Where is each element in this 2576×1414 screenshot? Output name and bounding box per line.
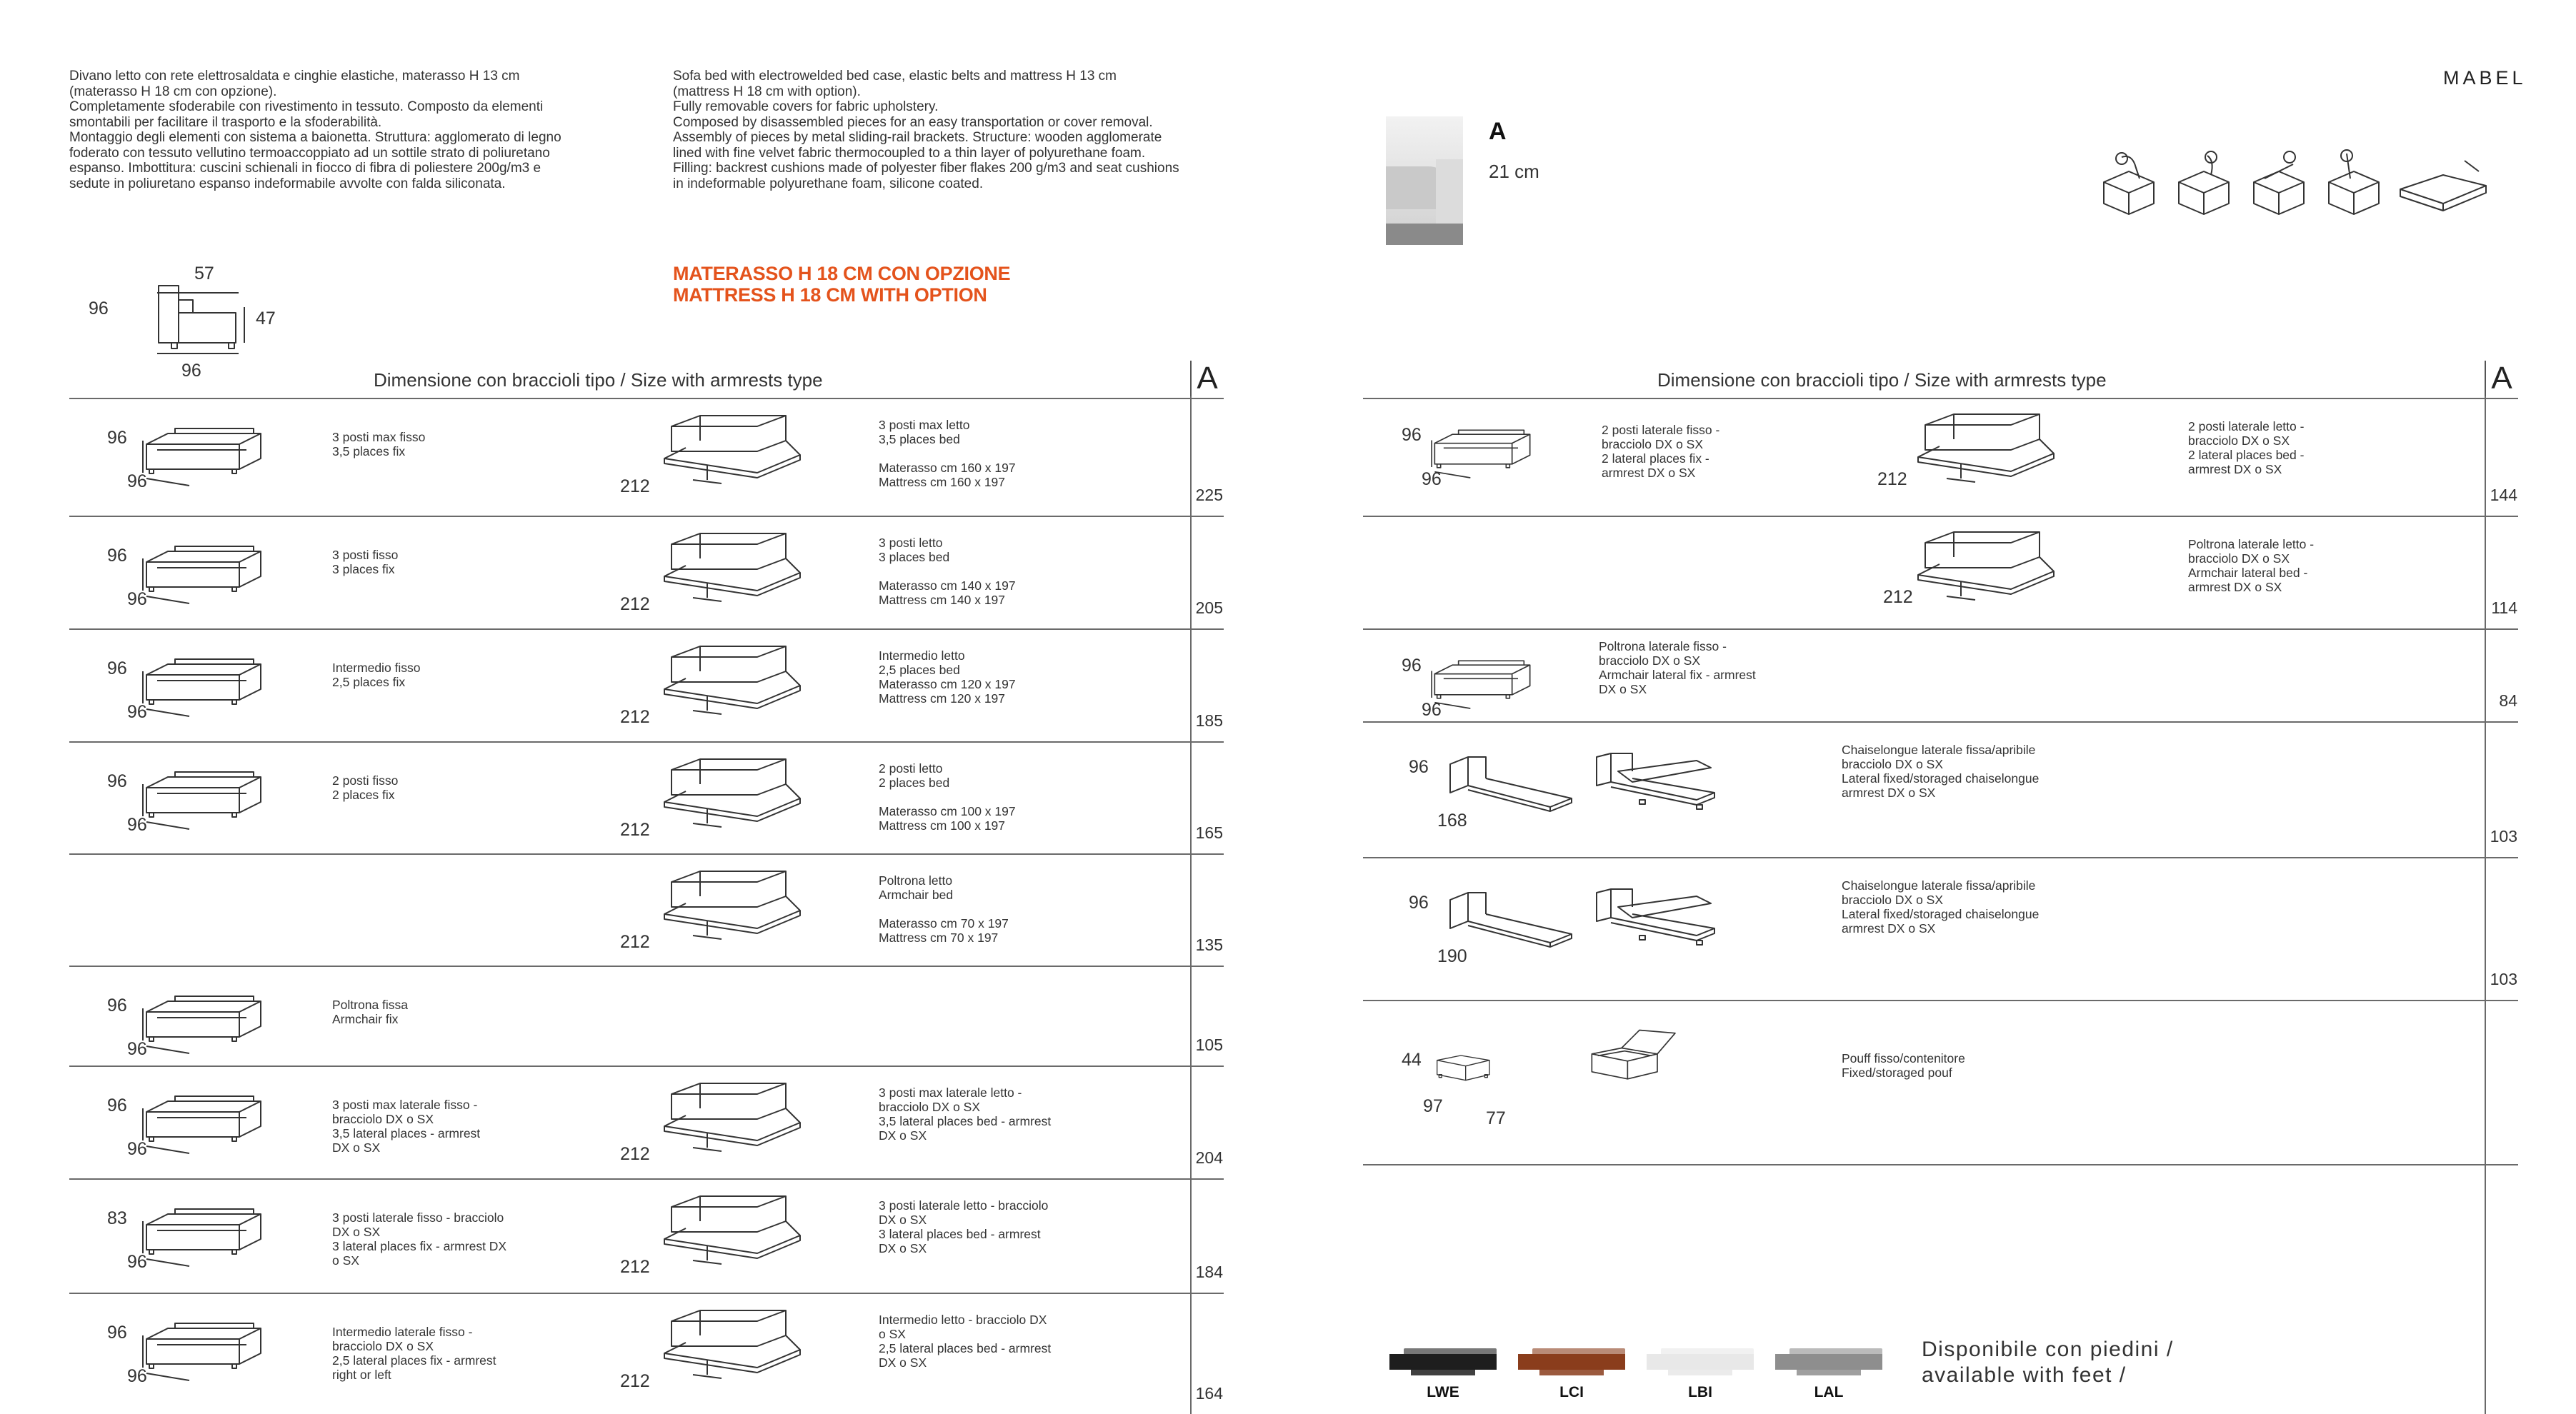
row-fixed-desc: 2 posti laterale fisso - bracciolo DX o SX 2 lateral places fix - armrest DX o SX — [1602, 423, 1720, 480]
row-depth: 96 — [127, 1039, 147, 1059]
row-price: 164 — [1195, 1384, 1223, 1403]
row-price: 204 — [1195, 1148, 1223, 1167]
row-bed-desc: 2 posti laterale letto - bracciolo DX o SX 2 lateral places bed - armrest DX o SX — [2188, 419, 2305, 476]
intro-english: Sofa bed with electrowelded bed case, elastic belts and mattress H 13 cm (mattress H 18 cm with option). Fully removable covers for fabric upholstery. Composed by disassembled pieces for an easy transportation or cover removal. Assembly of pieces by metal sliding-rail brackets. Structure: wooden agglomerate lined with fine velvet fabric thermocoupled to a thin layer of polyurethane foam. Filling: backrest cushions made of polyester fiber flakes 200 g/m3 and seat cushions in indeformable polyurethane foam, silicone coated. — [673, 69, 1179, 191]
sofa-fixed-icon — [136, 1196, 271, 1268]
row-height: 96 — [107, 996, 127, 1016]
sofa-bed-icon — [629, 868, 814, 939]
row-height: 96 — [107, 1095, 127, 1115]
row-bed-width: 212 — [1877, 469, 1907, 489]
section-width-top: 57 — [194, 264, 214, 284]
row-bed-desc: Chaiselongue laterale fissa/apribile bracciolo DX o SX Lateral fixed/storaged chaiselongue armrest DX o SX — [1842, 743, 2040, 800]
feet-swatch-code: LAL — [1814, 1384, 1844, 1400]
row-height: 96 — [107, 771, 127, 791]
feet-swatch-code: LBI — [1688, 1384, 1712, 1400]
row-height: 96 — [107, 546, 127, 566]
feet-swatch — [1389, 1348, 1497, 1377]
row-depth: 96 — [127, 1139, 147, 1159]
row-depth-2: 77 — [1486, 1108, 1506, 1128]
row-bed-width: 212 — [620, 476, 650, 496]
row-bed-desc: Poltrona letto Armchair bed Materasso cm 70 x 197 Mattress cm 70 x 197 — [879, 873, 1009, 945]
chaiselongue-icon — [1439, 878, 1575, 950]
row-price: 105 — [1195, 1036, 1223, 1054]
row-price: 184 — [1195, 1263, 1223, 1281]
feet-swatch-code: LWE — [1427, 1384, 1459, 1400]
row-price: 135 — [1195, 936, 1223, 954]
col-header-right: A — [2485, 361, 2517, 396]
row-bed-width: 212 — [620, 932, 650, 952]
row-depth: 96 — [127, 702, 147, 722]
row-depth: 96 — [127, 589, 147, 609]
sofa-bed-icon — [629, 756, 814, 827]
row-height: 96 — [1402, 656, 1422, 676]
sofa-bed-icon — [629, 530, 814, 601]
row-price: 165 — [1195, 823, 1223, 842]
row-bed-width: 212 — [620, 1144, 650, 1164]
row-depth: 97 — [1423, 1096, 1443, 1116]
sofa-fixed-icon — [136, 1310, 271, 1382]
row-bed-desc: 3 posti max laterale letto - bracciolo DX o SX 3,5 lateral places bed - armrest DX o SX — [879, 1085, 1052, 1143]
row-height: 44 — [1402, 1050, 1422, 1070]
row-price: 144 — [2490, 486, 2517, 504]
row-price: 205 — [1195, 598, 1223, 617]
row-bed-width: 212 — [1883, 587, 1913, 607]
row-bed-width: 212 — [620, 594, 650, 614]
row-bed-width: 212 — [620, 820, 650, 840]
col-header-left: A — [1190, 361, 1223, 396]
chaiselongue-icon — [1439, 743, 1575, 814]
sofa-fixed-icon — [136, 1083, 271, 1155]
sofa-fixed-icon — [1429, 644, 1536, 716]
row-fixed-desc: 3 posti max fisso 3,5 places fix — [332, 430, 426, 458]
foot-photo — [1386, 116, 1463, 245]
row-fixed-desc: Intermedio laterale fisso - bracciolo DX o SX 2,5 lateral places fix - armrest right or left — [332, 1325, 496, 1382]
assembly-icons — [2100, 150, 2493, 214]
row-bed-desc: 3 posti letto 3 places bed Materasso cm 140 x 197 Mattress cm 140 x 197 — [879, 536, 1016, 607]
row-bed-width: 212 — [620, 1257, 650, 1277]
feet-caption: Disponibile con piedini / available with feet / — [1922, 1338, 2174, 1387]
sofa-bed-icon — [629, 643, 814, 714]
row-fixed-desc: 3 posti laterale fisso - bracciolo DX o SX 3 lateral places fix - armrest DX o SX — [332, 1210, 507, 1268]
row-bed-desc: Intermedio letto 2,5 places bed Materasso cm 120 x 197 Mattress cm 120 x 197 — [879, 648, 1016, 706]
row-depth: 96 — [127, 1252, 147, 1272]
brand-name: MABEL — [2443, 67, 2527, 89]
row-height: 96 — [1409, 893, 1429, 913]
row-height: 96 — [107, 1323, 127, 1343]
row-depth: 96 — [127, 1366, 147, 1386]
row-fixed-desc: 3 posti fisso 3 places fix — [332, 548, 399, 576]
section-profile-icon — [150, 279, 250, 357]
row-bed-desc: 3 posti laterale letto - bracciolo DX o SX 3 lateral places bed - armrest DX o SX — [879, 1198, 1049, 1255]
pouf-icon — [1432, 1034, 1518, 1105]
row-bed-desc: 3 posti max letto 3,5 places bed Materasso cm 160 x 197 Mattress cm 160 x 197 — [879, 418, 1016, 489]
sofa-bed-icon — [629, 1307, 814, 1378]
mattress-option-note: MATERASSO H 18 CM CON OPZIONE MATTRESS H 18 CM WITH OPTION — [673, 263, 1011, 306]
row-price: 185 — [1195, 711, 1223, 730]
foot-height: 21 cm — [1489, 161, 1539, 182]
row-height: 96 — [1402, 425, 1422, 445]
row-height: 96 — [1409, 757, 1429, 777]
sofa-bed-icon — [1893, 411, 2057, 482]
sofa-fixed-icon — [136, 646, 271, 718]
header-left: Dimensione con braccioli tipo / Size with armrests type — [374, 369, 823, 391]
sofa-fixed-icon — [136, 983, 271, 1055]
section-depth: 96 — [181, 361, 201, 381]
row-bed-width: 212 — [620, 707, 650, 727]
sofa-fixed-icon — [136, 533, 271, 605]
section-seat: 47 — [256, 309, 276, 329]
sofa-bed-icon — [629, 412, 814, 483]
sofa-fixed-icon — [136, 759, 271, 831]
sofa-fixed-icon — [136, 416, 271, 487]
feet-swatch-code: LCI — [1559, 1384, 1584, 1400]
pouf-open-icon — [1586, 1021, 1693, 1093]
feet-swatch — [1775, 1348, 1882, 1377]
sofa-bed-icon — [629, 1080, 814, 1151]
intro-italian: Divano letto con rete elettrosaldata e cinghie elastiche, materasso H 13 cm (materasso H 18 cm con opzione). Completamente sfoderabile con rivestimento in tessuto. Composto da elementi smontabili per facilitare il trasporto e la sfoderabilità. Montaggio degli elementi con sistema a baionetta. Struttura: agglomerato di legno foderato con tessuto vellutino termoaccoppiato ad un sottile strato di poliuretano espanso. Imbottitura: cuscini schienali in fiocco di fibra di poliestere 200g/m3 e sedute in poliuretano espanso indeformabile avvolte con falda siliconata. — [69, 69, 561, 191]
row-depth: 96 — [127, 471, 147, 491]
row-height: 96 — [107, 428, 127, 448]
row-fixed-desc: Poltrona laterale fisso - bracciolo DX o SX Armchair lateral fix - armrest DX o SX — [1599, 639, 1756, 696]
foot-code: A — [1489, 118, 1507, 145]
section-height: 96 — [89, 299, 109, 319]
row-fixed-desc: 2 posti fisso 2 places fix — [332, 773, 399, 802]
row-height: 83 — [107, 1208, 127, 1228]
row-depth: 168 — [1437, 811, 1467, 831]
row-price: 103 — [2490, 970, 2517, 988]
row-price: 114 — [2491, 598, 2517, 617]
row-bed-desc: Pouff fisso/contenitore Fixed/storaged pouf — [1842, 1051, 1965, 1080]
row-bed-desc: Intermedio letto - bracciolo DX o SX 2,5 lateral places bed - armrest DX o SX — [879, 1313, 1052, 1370]
row-depth: 96 — [1422, 700, 1442, 720]
feet-swatch — [1647, 1348, 1754, 1377]
row-price: 84 — [2499, 691, 2517, 710]
row-price: 225 — [1195, 486, 1223, 504]
header-right: Dimensione con braccioli tipo / Size with armrests type — [1657, 369, 2107, 391]
feet-swatch — [1518, 1348, 1625, 1377]
row-fixed-desc: Intermedio fisso 2,5 places fix — [332, 661, 421, 689]
sofa-bed-icon — [629, 1193, 814, 1264]
chaiselongue-open-icon — [1586, 878, 1722, 950]
sofa-bed-icon — [1893, 528, 2057, 600]
row-height: 96 — [107, 658, 127, 678]
row-fixed-desc: Poltrona fissa Armchair fix — [332, 998, 409, 1026]
row-depth: 96 — [127, 815, 147, 835]
row-bed-desc: Chaiselongue laterale fissa/apribile bracciolo DX o SX Lateral fixed/storaged chaiselongue armrest DX o SX — [1842, 878, 2040, 936]
row-fixed-desc: 3 posti max laterale fisso - bracciolo DX o SX 3,5 lateral places - armrest DX o SX — [332, 1098, 481, 1155]
row-price: 103 — [2490, 827, 2517, 846]
row-bed-width: 212 — [620, 1371, 650, 1391]
row-bed-desc: Poltrona laterale letto - bracciolo DX o SX Armchair lateral bed - armrest DX o SX — [2188, 537, 2315, 594]
sofa-fixed-icon — [1429, 413, 1536, 485]
row-depth: 96 — [1422, 469, 1442, 489]
row-depth: 190 — [1437, 946, 1467, 966]
row-bed-desc: 2 posti letto 2 places bed Materasso cm 100 x 197 Mattress cm 100 x 197 — [879, 761, 1016, 833]
chaiselongue-open-icon — [1586, 743, 1722, 814]
